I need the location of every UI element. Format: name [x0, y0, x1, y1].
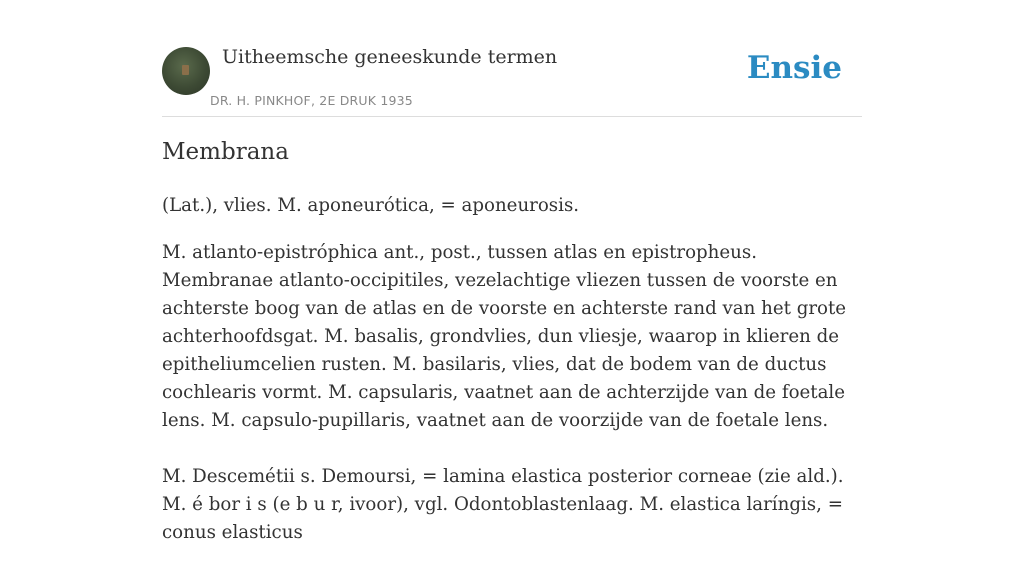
book-icon [182, 65, 189, 75]
dictionary-title-link[interactable]: Uitheemsche geneeskunde termen [222, 46, 558, 68]
entry-paragraph-definition: (Lat.), vlies. M. aponeurótica, = aponeurosis. [162, 195, 580, 216]
entry-title: Membrana [162, 139, 289, 165]
dictionary-author-edition: DR. H. PINKHOF, 2E DRUK 1935 [210, 93, 413, 108]
book-cover-avatar[interactable] [162, 47, 210, 95]
header [162, 0, 862, 117]
ensie-logo-link[interactable]: Ensie [746, 50, 842, 86]
entry-content [162, 192, 862, 566]
entry-paragraph-details: M. atlanto-epistróphica ant., post., tussen atlas en epistropheus. Membranae atlanto-occipitiles, vezelachtige vliezen tussen de voorste en achterste boog van de atlas en de voorste en achterste rand van het grote achterhoofdsgat. M. basalis, grondvlies, dun vliesje, waarop in klieren de epitheliumcelien rusten. M. basilaris, vlies, dat de bodem van de ductus cochlearis vormt. M. capsularis, vaatnet aan de achterzijde van de foetale lens. M. capsulo-pupillaris, vaatnet aan de voorzijde van de foetale lens. M. Descemétii s. Demoursi, = lamina elastica posterior corneae (zie ald.). M. é bor i s (e b u r, ivoor), vgl. Odontoblastenlaag. M. elastica laríngis, = conus elasticus [162, 242, 847, 543]
page [162, 0, 862, 543]
